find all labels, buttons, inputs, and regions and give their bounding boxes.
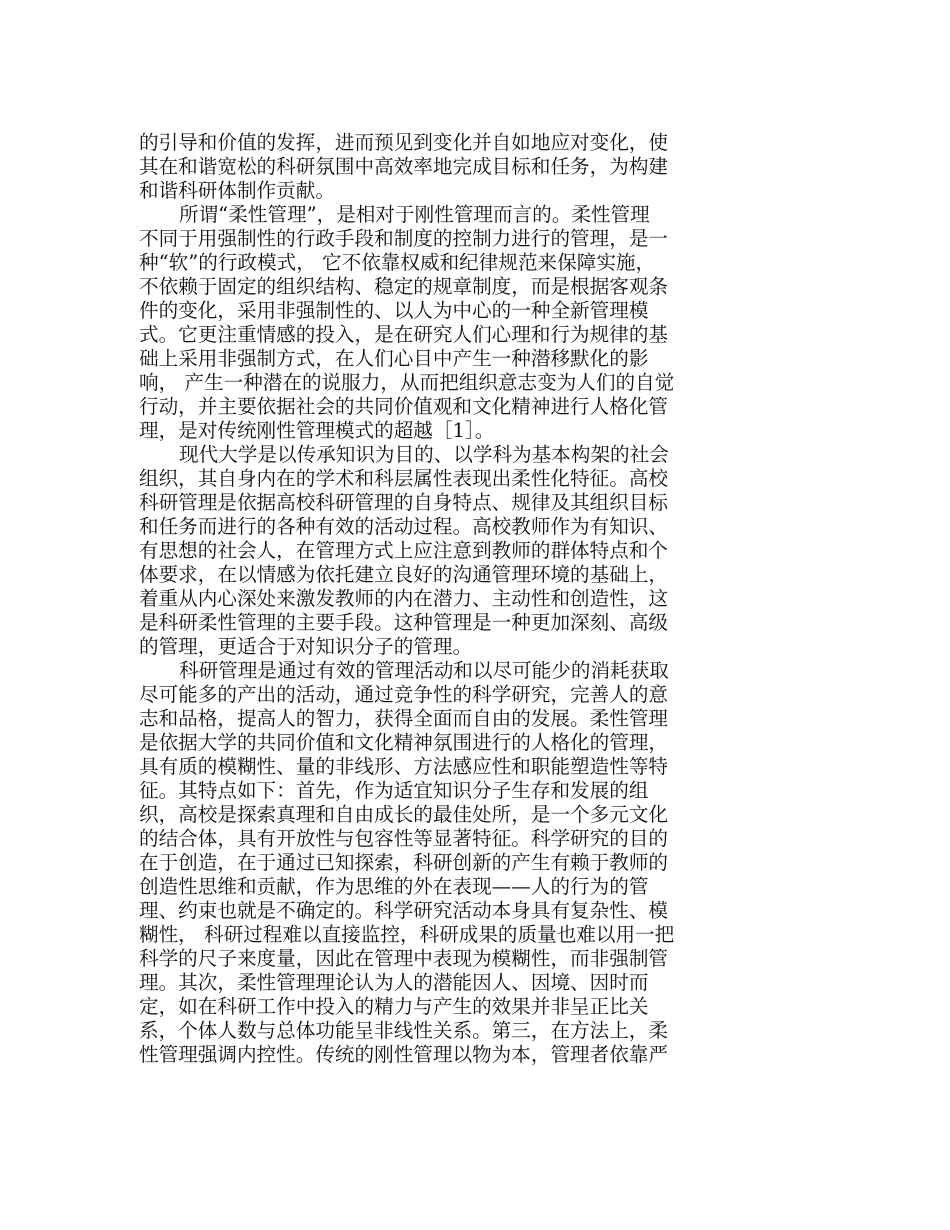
text-line: 理。其次，柔性管理理论认为人的潜能因人、因境、因时而	[139, 971, 649, 994]
text-line: 科研管理是通过有效的管理活动和以尽可能少的消耗获取	[179, 659, 669, 682]
text-line: 定，如在科研工作中投入的精力与产生的效果并非呈正比关	[139, 995, 649, 1018]
text-line: 有思想的社会人，在管理方式上应注意到教师的群体特点和个	[139, 539, 669, 562]
text-line: 在于创造，在于通过已知探索，科研创新的产生有赖于教师的	[139, 851, 669, 874]
text-line: 是科研柔性管理的主要手段。这种管理是一种更加深刻、高级	[139, 611, 669, 634]
text-line: 是依据大学的共同价值和文化精神氛围进行的人格化的管理，	[139, 731, 669, 754]
document-body	[139, 131, 729, 1067]
text-line: 不依赖于固定的组织结构、稳定的规章制度，而是根据客观条	[139, 275, 669, 298]
text-lines	[139, 131, 729, 1067]
text-line: 征。其特点如下：首先，作为适宜知识分子生存和发展的组	[139, 779, 649, 802]
text-line: 的管理，更适合于对知识分子的管理。	[139, 635, 473, 658]
text-line: 的引导和价值的发挥，进而预见到变化并自如地应对变化，使	[139, 131, 669, 154]
text-line: 种“软”的行政模式， 它不依靠权威和纪律规范来保障实施，	[139, 251, 656, 274]
text-line: 式。它更注重情感的投入，是在研究人们心理和行为规律的基	[139, 323, 669, 346]
text-line: 系，个体人数与总体功能呈非线性关系。第三，在方法上，柔	[139, 1019, 669, 1042]
text-line: 现代大学是以传承知识为目的、以学科为基本构架的社会	[179, 443, 669, 466]
text-line: 的结合体，具有开放性与包容性等显著特征。科学研究的目的	[139, 827, 669, 850]
text-line: 其在和谐宽松的科研氛围中高效率地完成目标和任务，为构建	[139, 155, 669, 178]
text-line: 具有质的模糊性、量的非线形、方法感应性和职能塑造性等特	[139, 755, 669, 778]
text-line: 志和品格，提高人的智力，获得全面而自由的发展。柔性管理	[139, 707, 669, 730]
text-line: 和任务而进行的各种有效的活动过程。高校教师作为有知识、	[139, 515, 669, 538]
text-line: 糊性， 科研过程难以直接监控，科研成果的质量也难以用一把	[139, 923, 675, 946]
text-line: 尽可能多的产出的活动，通过竞争性的科学研究，完善人的意	[139, 683, 669, 706]
text-line: 础上采用非强制方式，在人们心目中产生一种潜移默化的影	[139, 347, 649, 370]
text-line: 创造性思维和贡献，作为思维的外在表现——人的行为的管	[139, 875, 649, 898]
text-line: 体要求，在以情感为依托建立良好的沟通管理环境的基础上，	[139, 563, 669, 586]
text-line: 理、约束也就是不确定的。科学研究活动本身具有复杂性、模	[139, 899, 669, 922]
text-line: 织，高校是探索真理和自由成长的最佳处所，是一个多元文化	[139, 803, 669, 826]
text-line: 科学的尺子来度量，因此在管理中表现为模糊性，而非强制管	[139, 947, 669, 970]
text-line: 理，是对传统刚性管理模式的超越［1］。	[139, 419, 495, 442]
text-line: 件的变化，采用非强制性的、以人为中心的一种全新管理模	[139, 299, 649, 322]
text-line: 所谓“柔性管理”，是相对于刚性管理而言的。柔性管理	[179, 203, 650, 226]
text-line: 不同于用强制性的行政手段和制度的控制力进行的管理，是一	[139, 227, 669, 250]
text-line: 着重从内心深处来激发教师的内在潜力、主动性和创造性，这	[139, 587, 669, 610]
text-line: 科研管理是依据高校科研管理的自身特点、规律及其组织目标	[139, 491, 669, 514]
text-line: 行动，并主要依据社会的共同价值观和文化精神进行人格化管	[139, 395, 669, 418]
text-line: 性管理强调内控性。传统的刚性管理以物为本，管理者依靠严	[139, 1043, 669, 1066]
text-line: 和谐科研体制作贡献。	[139, 179, 335, 202]
text-line: 响， 产生一种潜在的说服力，从而把组织意志变为人们的自觉	[139, 371, 675, 394]
text-line: 组织，其自身内在的学术和科层属性表现出柔性化特征。高校	[139, 467, 669, 490]
